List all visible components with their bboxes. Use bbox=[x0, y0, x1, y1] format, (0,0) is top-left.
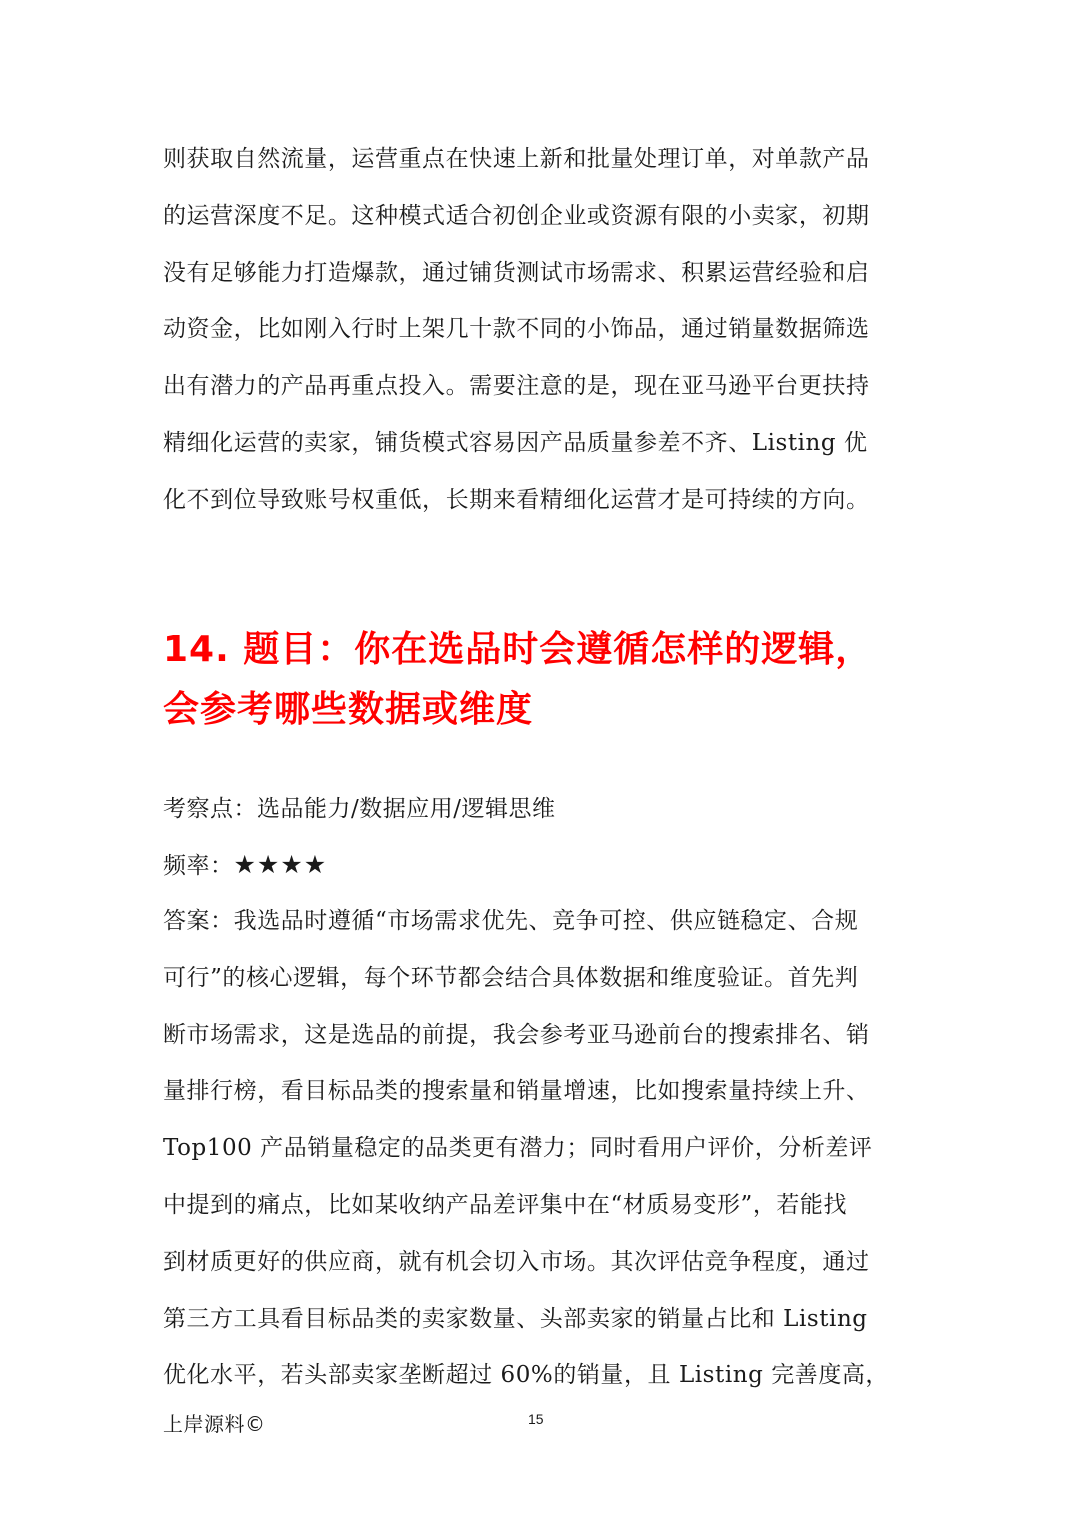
paragraph-line: 没有足够能力打造爆款，通过铺货测试市场需求、积累运营经验和启 bbox=[163, 259, 870, 286]
intro-paragraph bbox=[163, 131, 923, 529]
question-title-line: 会参考哪些数据或维度 bbox=[163, 689, 534, 730]
question-title-line: 14. 题目：你在选品时会遵循怎样的逻辑， bbox=[163, 629, 873, 670]
paragraph-line: 动资金，比如刚入行时上架几十款不同的小饰品，通过销量数据筛选 bbox=[163, 316, 870, 343]
answer-line: 可行”的核心逻辑，每个环节都会结合具体数据和维度验证。首先判 bbox=[163, 964, 859, 991]
question-frequency bbox=[163, 850, 327, 881]
paragraph-line: 出有潜力的产品再重点投入。需要注意的是，现在亚马逊平台更扶持 bbox=[163, 373, 870, 400]
answer-line: 答案：我选品时遵循“市场需求优先、竞争可控、供应链稳定、合规 bbox=[163, 908, 859, 934]
frequency-stars: ★★★★ bbox=[233, 850, 328, 879]
answer-line: 中提到的痛点，比如某收纳产品差评集中在“材质易变形”，若能找 bbox=[163, 1191, 848, 1218]
answer-line: 第三方工具看目标品类的卖家数量、头部卖家的销量占比和 Listing bbox=[163, 1305, 868, 1332]
paragraph-line: 化不到位导致账号权重低，长期来看精细化运营才是可持续的方向。 bbox=[163, 486, 870, 513]
footer-source: 上岸源料© bbox=[163, 1412, 266, 1436]
frequency-label: 频率： bbox=[163, 853, 234, 879]
answer-line: 到材质更好的供应商，就有机会切入市场。其次评估竞争程度，通过 bbox=[163, 1248, 870, 1275]
paragraph-line: 的运营深度不足。这种模式适合初创企业或资源有限的小卖家，初期 bbox=[163, 202, 870, 229]
question-focus: 考察点：选品能力/数据应用/逻辑思维 bbox=[163, 796, 556, 822]
answer-line: 量排行榜，看目标品类的搜索量和销量增速，比如搜索量持续上升、 bbox=[163, 1078, 870, 1105]
answer-paragraph bbox=[163, 893, 923, 1404]
paragraph-line: 精细化运营的卖家，铺货模式容易因产品质量参差不齐、Listing 优 bbox=[163, 429, 868, 456]
answer-line: 断市场需求，这是选品的前提，我会参考亚马逊前台的搜索排名、销 bbox=[163, 1021, 870, 1048]
page-number: 15 bbox=[528, 1411, 544, 1427]
answer-line: Top100 产品销量稳定的品类更有潜力；同时看用户评价，分析差评 bbox=[163, 1135, 873, 1162]
paragraph-line: 则获取自然流量，运营重点在快速上新和批量处理订单，对单款产品 bbox=[163, 146, 870, 172]
question-title bbox=[163, 620, 923, 740]
answer-line: 优化水平，若头部卖家垄断超过 60%的销量，且 Listing 完善度高， bbox=[163, 1362, 889, 1389]
